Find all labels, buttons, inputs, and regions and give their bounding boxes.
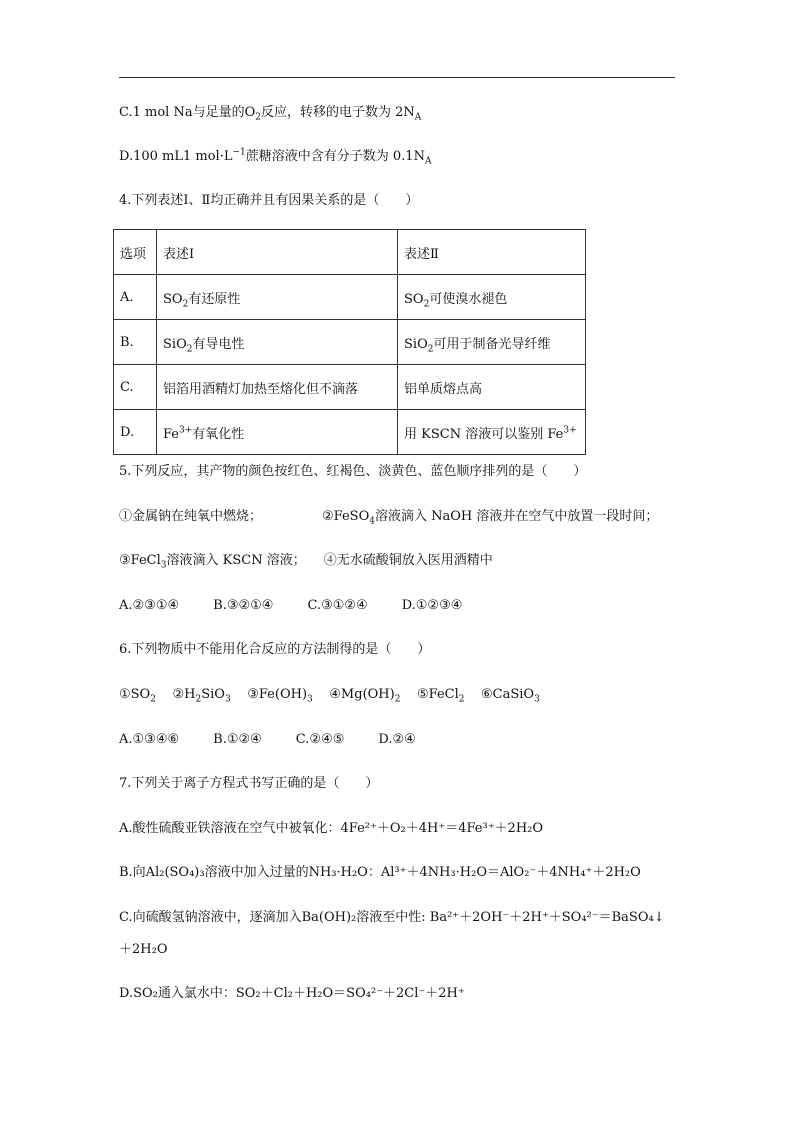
- q7-option-b: B.向Al₂(SO₄)₃溶液中加入过量的NH₃·H₂O：Al³⁺＋4NH₃·H₂O＝AlO₂⁻＋4NH₄⁺＋2H₂O: [119, 865, 641, 880]
- option-b[interactable]: B.③②①④: [213, 598, 274, 613]
- subscript: 2: [182, 299, 189, 310]
- q7-option-c-continued: ＋2H₂O: [119, 942, 168, 957]
- text: ①SO: [119, 687, 151, 702]
- q7-option-d: D.SO₂通入氯水中：SO₂＋Cl₂＋H₂O＝SO₄²⁻＋2Cl⁻＋2H⁺: [119, 986, 465, 1001]
- text: ⑥CaSiO: [481, 687, 535, 702]
- text: SiO: [201, 687, 225, 702]
- q6-options: [119, 731, 450, 749]
- subscript: 2: [186, 344, 193, 355]
- option-a[interactable]: A.①③④⑥: [119, 732, 180, 747]
- option-a[interactable]: A.②③①④: [119, 598, 180, 613]
- subscript: 4: [369, 516, 375, 527]
- text: 可使溴水褪色: [429, 291, 508, 307]
- text: ②H: [172, 687, 196, 702]
- header-statement-1: 表述Ⅰ: [157, 230, 398, 275]
- q5-stem: 5.下列反应，其产物的颜色按红色、红褐色、淡黄色、蓝色顺序排列的是（ ）: [119, 464, 587, 479]
- option-c[interactable]: C.②④⑤: [295, 732, 345, 747]
- table-row: [114, 320, 586, 365]
- item-1: [119, 687, 156, 705]
- text: 有还原性: [188, 291, 241, 307]
- text: 有导电性: [192, 336, 245, 352]
- q7-option-c: C.向硫酸氢钠溶液中，逐滴加入Ba(OH)₂溶液至中性: Ba²⁺＋2OH⁻＋2H⁺＋SO₄²⁻＝BaSO₄↓: [119, 910, 665, 925]
- text: SO: [404, 291, 424, 307]
- text: 反应，转移的电子数为 2N: [260, 105, 415, 120]
- option-d[interactable]: D.①②③④: [401, 598, 463, 613]
- superscript: −1: [232, 147, 246, 158]
- text: 溶液滴入 NaOH 溶液并在空气中放置一段时间；: [374, 509, 659, 524]
- statement-1: 铝箔用酒精灯加热至熔化但不滴落: [157, 365, 398, 410]
- text: ④无水硫酸铜放入医用酒精中: [323, 553, 493, 568]
- header-statement-2: 表述Ⅱ: [398, 230, 586, 275]
- superscript: 3+: [179, 425, 193, 436]
- subscript: 2: [423, 299, 430, 310]
- statement-1: [157, 275, 398, 320]
- q5-line-2: [119, 552, 493, 570]
- subscript: 3: [307, 694, 313, 705]
- text: 用 KSCN 溶液可以鉴别 Fe: [404, 426, 564, 442]
- q4-stem: 4.下列表述Ⅰ、Ⅱ均正确并且有因果关系的是（ ）: [119, 193, 419, 208]
- subscript: 2: [394, 694, 401, 705]
- q3-option-d: [119, 148, 431, 166]
- text: ⑤FeCl: [416, 687, 459, 702]
- subscript: 2: [427, 344, 434, 355]
- text: 有氧化性: [192, 426, 245, 442]
- subscript: A: [414, 112, 422, 123]
- text: SiO: [163, 336, 187, 352]
- text: 可用于制备光导纤维: [433, 336, 551, 352]
- q5-line-1: [119, 508, 658, 526]
- q7-option-a: A.酸性硫酸亚铁溶液在空气中被氧化：4Fe²⁺＋O₂＋4H⁺＝4Fe³⁺＋2H₂O: [119, 821, 544, 836]
- subscript: 3: [534, 694, 540, 705]
- subscript: 2: [255, 112, 261, 123]
- text: 溶液滴入 KSCN 溶液；: [166, 553, 306, 568]
- subscript: 2: [195, 694, 202, 705]
- item-6: [481, 687, 540, 705]
- table-row: [114, 275, 586, 320]
- text: C.1 mol Na与足量的O: [119, 105, 256, 120]
- text: SO: [163, 291, 183, 307]
- option-d[interactable]: D.②④: [378, 732, 416, 747]
- text: ③FeCl: [119, 553, 161, 568]
- text: Fe: [163, 426, 180, 442]
- text: ④Mg(OH): [329, 687, 395, 702]
- statement-2: [398, 320, 586, 365]
- option-label: B.: [114, 320, 157, 365]
- subscript: 3: [224, 694, 231, 705]
- option-b[interactable]: B.①②④: [213, 732, 262, 747]
- statement-2: 铝单质熔点高: [398, 365, 586, 410]
- item-5: [416, 687, 465, 705]
- item-3: [247, 687, 313, 705]
- text: ①金属钠在纯氧中燃烧；: [119, 509, 263, 524]
- header-rule: [119, 77, 675, 78]
- subscript: 2: [458, 694, 465, 705]
- statement-2: [398, 410, 586, 455]
- text: SiO: [404, 336, 428, 352]
- option-label: D.: [114, 410, 157, 455]
- table-header-row: [114, 230, 586, 275]
- item-4: [329, 687, 401, 705]
- statement-2: [398, 275, 586, 320]
- option-c[interactable]: C.③①②④: [307, 598, 368, 613]
- q5-options: [119, 597, 496, 615]
- option-label: A.: [114, 275, 157, 320]
- subscript: 2: [150, 694, 156, 705]
- statement-1: [157, 320, 398, 365]
- q7-stem: 7.下列关于离子方程式书写正确的是（ ）: [119, 776, 379, 791]
- table-row: [114, 365, 586, 410]
- text: D.100 mL1 mol·L: [119, 149, 233, 164]
- text: ③Fe(OH): [247, 687, 308, 702]
- q6-items: [119, 686, 540, 704]
- text: 蔗糖溶液中含有分子数为 0.1N: [245, 149, 425, 164]
- header-option: 选项: [114, 230, 157, 275]
- statement-1: [157, 410, 398, 455]
- q4-table: [113, 229, 586, 455]
- table-row: [114, 410, 586, 455]
- q6-stem: 6.下列物质中不能用化合反应的方法制得的是（ ）: [119, 642, 431, 657]
- option-label: C.: [114, 365, 157, 410]
- subscript: 3: [160, 560, 167, 571]
- subscript: A: [424, 156, 432, 167]
- q3-option-c: [119, 104, 421, 122]
- item-2: [172, 687, 231, 705]
- superscript: 3+: [563, 425, 577, 436]
- text: ②FeSO: [322, 509, 370, 524]
